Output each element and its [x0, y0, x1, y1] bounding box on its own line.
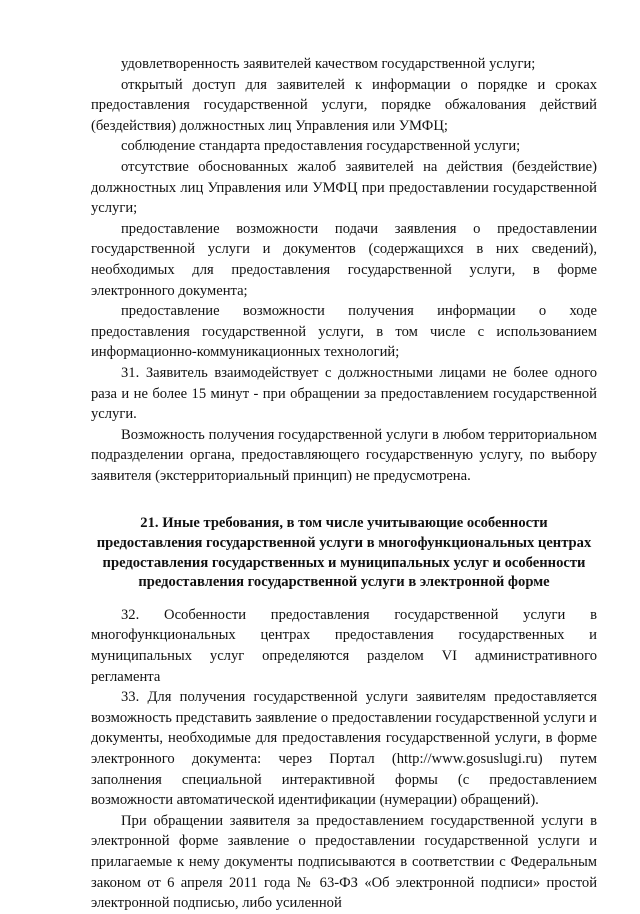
heading-spacer [91, 593, 597, 605]
paragraph-satisfaction: удовлетворенность заявителей качеством государственной услуги; [121, 56, 536, 72]
paragraph-33-electronic-form: 33. Для получения государственной услуги заявителям предоставляется возможность представить заявление о предоставлении государственной услуги и документы, необходимые для предоставления государственной услуги, в форме электронного документа: через Портал (http://www.gosuslugi.ru) путем заполнения специальной интерактивной формы (с предоставлением возможности автоматической идентификации (нумерации) обращений). [91, 689, 597, 809]
paragraph-31-interaction: 31. Заявитель взаимодействует с должностными лицами не более одного раза и не более 15 минут - при обращении за предоставлением государственной услуги. [91, 364, 597, 423]
paragraph-open-access: открытый доступ для заявителей к информации о порядке и сроках предоставления государственной услуги, порядке обжалования действий (бездействия) должностных лиц Управления или УМФЦ; [91, 76, 597, 134]
paragraph-extraterritorial: Возможность получения государственной услуги в любом территориальном подразделении органа, предоставляющего государственную услугу, по выбору заявителя (экстерриториальный принцип) не предусмотрена. [91, 426, 597, 484]
paragraph-32-mfc: 32. Особенности предоставления государственной услуги в многофункциональных центрах предоставления государственных и муниципальных услуг определяются разделом VI административного регламента [91, 606, 597, 685]
paragraph-standard-compliance: соблюдение стандарта предоставления государственной услуги; [121, 138, 521, 155]
paragraph-electronic-submission: предоставление возможности подачи заявления о предоставлении государственной услуги и документов (содержащихся в них сведений), необходимых для предоставления государственной услуги, в форме электронного документа; [91, 220, 597, 299]
section-spacer [91, 486, 597, 514]
section-heading-21: 21. Иные требования, в том числе учитывающие особенности предоставления государственной услуги в многофункциональных центрах предоставления государственных и муниципальных услуг и особенности предоставления государственной услуги в электронной форме [96, 515, 592, 591]
paragraph-no-complaints: отсутствие обоснованных жалоб заявителей на действия (бездействие) должностных лиц Управления или УМФЦ при предоставлении государственной услуги; [91, 158, 597, 217]
document-page [91, 54, 597, 914]
paragraph-electronic-signature: При обращении заявителя за предоставлением государственной услуги в электронной форме заявление о предоставлении государственной услуги и прилагаемые к нему документы подписываются в соответствии с Федеральным законом от 6 апреля 2011 года № 63-ФЗ «Об электронной подписи» простой электронной подписью, либо усиленной [91, 812, 597, 912]
paragraph-progress-information: предоставление возможности получения информации о ходе предоставления государственной услуги, в том числе с использованием информационно-коммуникационных технологий; [91, 303, 597, 361]
